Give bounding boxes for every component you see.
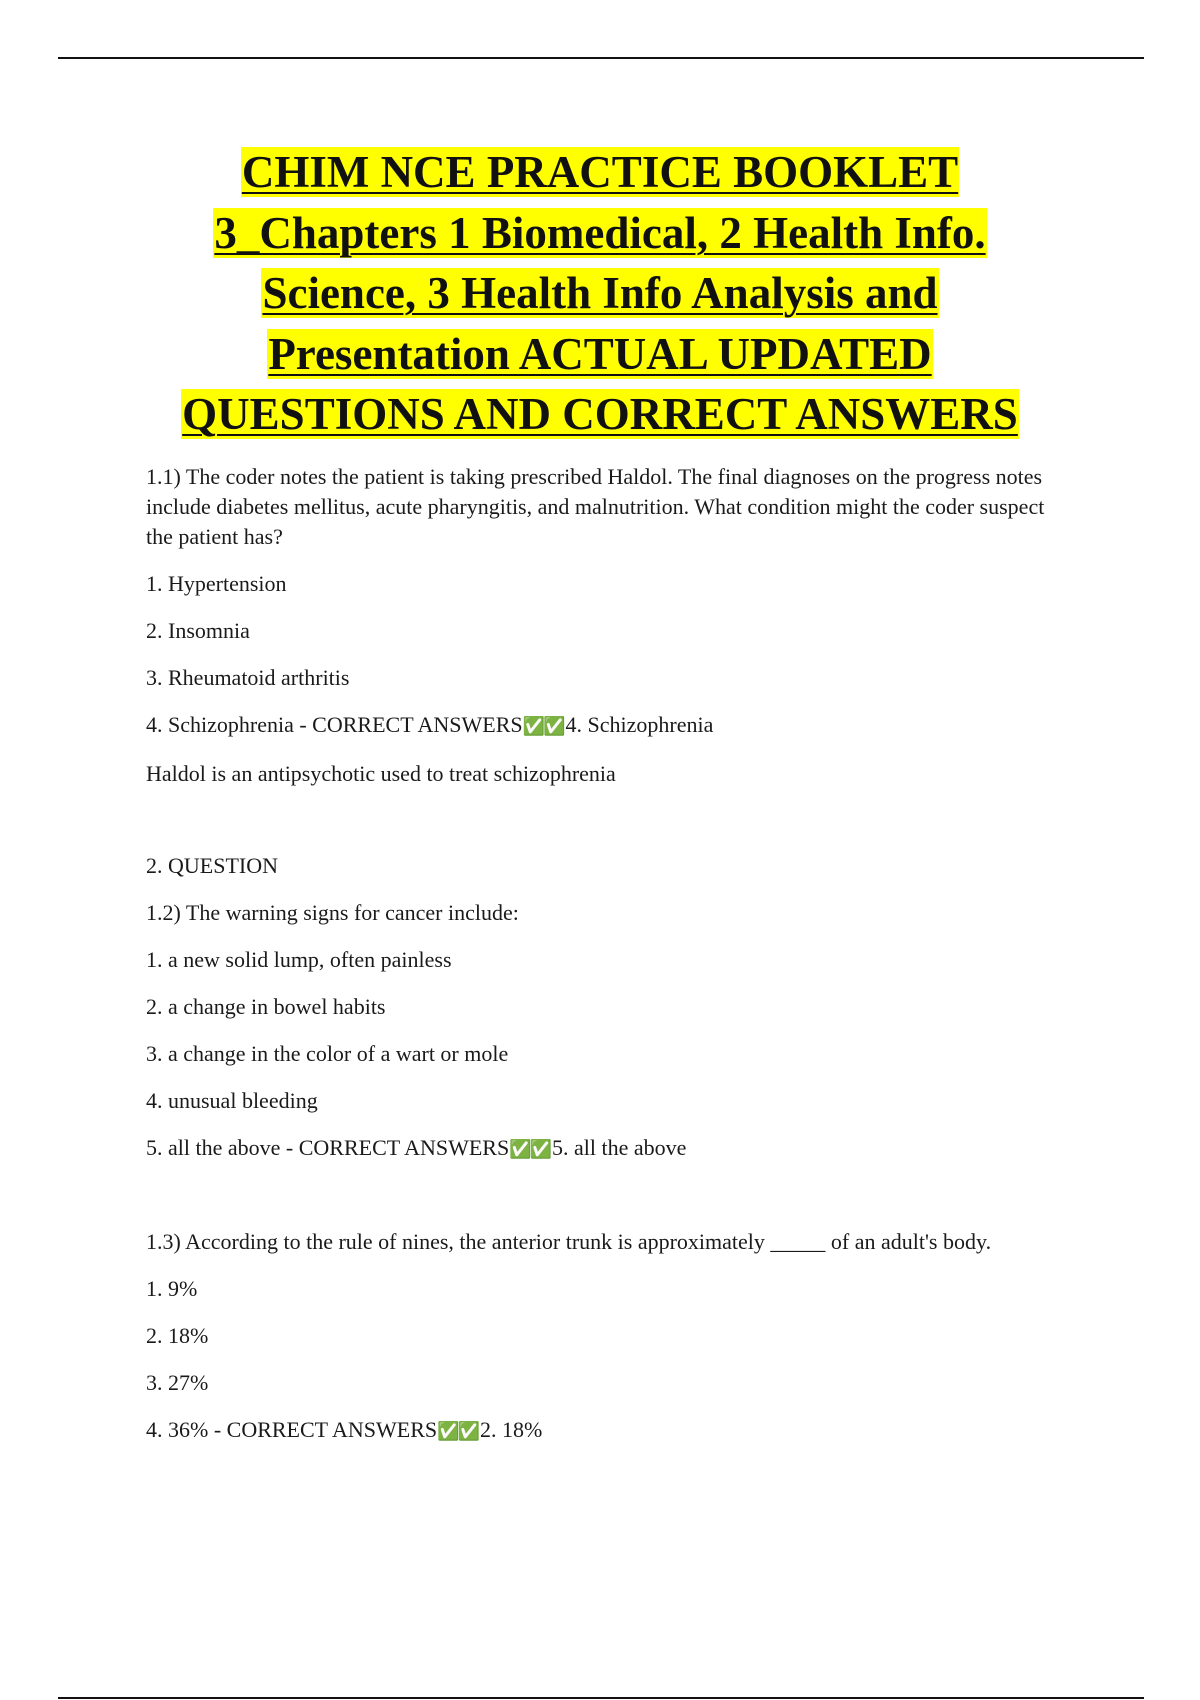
answer-option: 3. 27% (146, 1370, 209, 1395)
question-text: 1.1) The coder notes the patient is taking prescribed Haldol. The final diagnoses on the progress notes include diabetes mellitus, acute pharyngitis, and malnutrition. What condition might the coder suspect the patient has? (146, 464, 1045, 549)
correct-answer: 4. Schizophrenia (565, 712, 714, 737)
check-mark-icon: ✅✅ (509, 1139, 551, 1160)
title-line-4: Presentation ACTUAL UPDATED (268, 328, 932, 379)
answer-option: 4. unusual bleeding (146, 1088, 318, 1113)
correct-answer: 2. 18% (479, 1417, 543, 1442)
title-line-1: CHIM NCE PRACTICE BOOKLET (241, 147, 959, 197)
footer-rule (58, 1697, 1144, 1699)
correct-answer: 5. all the above (552, 1135, 687, 1160)
answer-option: 4. 36% - CORRECT ANSWERS (146, 1417, 438, 1442)
header-rule (58, 57, 1144, 59)
answer-option: 2. a change in bowel habits (146, 994, 386, 1019)
answer-option: 1. 9% (146, 1276, 198, 1301)
answer-option: 3. a change in the color of a wart or mole (146, 1041, 509, 1066)
answer-option: 4. Schizophrenia - CORRECT ANSWERS (146, 712, 523, 737)
title-line-3: Science, 3 Health Info Analysis and (262, 268, 938, 318)
correct-answer-line (146, 710, 1066, 742)
correct-answer-line (146, 1133, 1066, 1165)
document-body (146, 462, 1066, 1464)
title-line-2: 3_Chapters 1 Biomedical, 2 Health Info. (214, 207, 986, 258)
question-text: 1.3) According to the rule of nines, the anterior trunk is approximately _____ of an adult's body. (146, 1229, 992, 1254)
check-mark-icon: ✅✅ (522, 716, 564, 737)
answer-option: 2. 18% (146, 1323, 209, 1348)
correct-answer-line (146, 1415, 1066, 1447)
question-label: 2. QUESTION (146, 853, 278, 878)
answer-option: 1. a new solid lump, often painless (146, 947, 452, 972)
answer-option: 3. Rheumatoid arthritis (146, 665, 350, 690)
answer-explanation: Haldol is an antipsychotic used to treat schizophrenia (146, 761, 616, 786)
document-title (0, 142, 1200, 445)
title-line-5: QUESTIONS AND CORRECT ANSWERS (182, 389, 1018, 439)
answer-option: 1. Hypertension (146, 571, 287, 596)
answer-option: 2. Insomnia (146, 618, 250, 643)
check-mark-icon: ✅✅ (437, 1421, 478, 1442)
question-text: 1.2) The warning signs for cancer include: (146, 900, 519, 925)
answer-option: 5. all the above - CORRECT ANSWERS (146, 1135, 510, 1160)
